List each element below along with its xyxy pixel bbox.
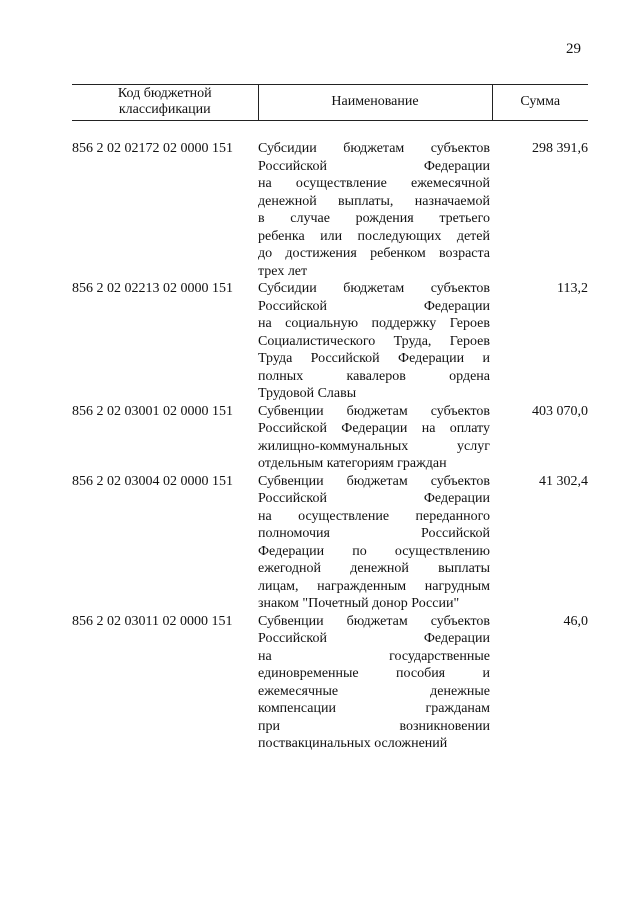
header-amount: Сумма — [492, 85, 588, 121]
name-line: трех лет — [258, 263, 308, 279]
header-name: Наименование — [258, 85, 492, 121]
header-spacer — [72, 121, 588, 141]
name-line: до достижения ребенком возраста — [258, 246, 490, 261]
name-line: Субвенции бюджетам субъектов — [258, 613, 490, 629]
table-row — [72, 613, 588, 753]
name-line: Субсидии бюджетам субъектов — [258, 281, 490, 296]
name-line: единовременные пособия и — [258, 666, 490, 681]
budget-code-cell: 856 2 02 03011 02 0000 151 — [72, 613, 233, 629]
name-line: при возникновении — [258, 718, 490, 734]
page-number: 29 — [566, 41, 581, 57]
name-line: компенсации гражданам — [258, 701, 490, 716]
amount-cell: 46,0 — [563, 613, 588, 629]
name-line: ребенка или последующих детей — [258, 228, 490, 244]
name-line: Трудовой Славы — [258, 386, 357, 401]
amount-cell: 403 070,0 — [532, 403, 588, 419]
table-row — [72, 403, 588, 473]
name-line: Социалистического Труда, Героев — [258, 333, 490, 349]
name-line: Российской Федерации — [258, 298, 490, 314]
name-line: Субвенции бюджетам субъектов — [258, 473, 490, 489]
name-cell — [258, 140, 492, 280]
name-line: знаком "Почетный донор России" — [258, 596, 460, 611]
name-line: полных кавалеров ордена — [258, 368, 490, 384]
name-cell — [258, 403, 492, 473]
name-line: Субсидии бюджетам субъектов — [258, 141, 490, 156]
name-line: денежной выплаты, назначаемой — [258, 193, 490, 209]
name-line: Российской Федерации на оплату — [258, 421, 490, 436]
name-line: ежегодной денежной выплаты — [258, 561, 490, 576]
name-line: Российской Федерации — [258, 158, 490, 174]
name-cell — [258, 280, 492, 403]
name-line: Российской Федерации — [258, 491, 490, 506]
name-line: Российской Федерации — [258, 631, 490, 646]
header-budget-code: Код бюджетной классификации — [72, 85, 258, 121]
name-line: ежемесячные денежные — [258, 683, 490, 699]
name-cell — [258, 473, 492, 613]
name-line: отдельным категориям граждан — [258, 456, 447, 471]
name-line: на государственные — [258, 648, 490, 664]
name-line: Федерации по осуществлению — [258, 543, 490, 559]
name-line: на осуществление переданного — [258, 508, 490, 524]
name-line: в случае рождения третьего — [258, 211, 490, 226]
amount-cell: 298 391,6 — [532, 141, 588, 156]
name-line: лицам, награжденным нагрудным — [258, 578, 490, 594]
name-line: на социальную поддержку Героев — [258, 316, 490, 331]
budget-table — [72, 84, 588, 753]
name-line: на осуществление ежемесячной — [258, 176, 490, 191]
name-line: полномочия Российской — [258, 526, 490, 541]
budget-code-cell: 856 2 02 03001 02 0000 151 — [72, 403, 233, 419]
table-row — [72, 473, 588, 613]
budget-code-cell: 856 2 02 02213 02 0000 151 — [72, 281, 233, 296]
name-line: поствакцинальных осложнений — [258, 736, 448, 751]
name-cell — [258, 613, 492, 753]
name-line: Труда Российской Федерации и — [258, 351, 490, 366]
table-body — [72, 121, 588, 753]
table-row — [72, 140, 588, 280]
budget-code-cell: 856 2 02 03004 02 0000 151 — [72, 473, 233, 489]
name-line: Субвенции бюджетам субъектов — [258, 403, 490, 419]
table-row — [72, 280, 588, 403]
budget-code-cell: 856 2 02 02172 02 0000 151 — [72, 141, 233, 156]
amount-cell: 41 302,4 — [539, 473, 588, 489]
table-header-row — [72, 85, 588, 121]
name-line: жилищно-коммунальных услуг — [258, 438, 490, 454]
amount-cell: 113,2 — [557, 281, 588, 296]
